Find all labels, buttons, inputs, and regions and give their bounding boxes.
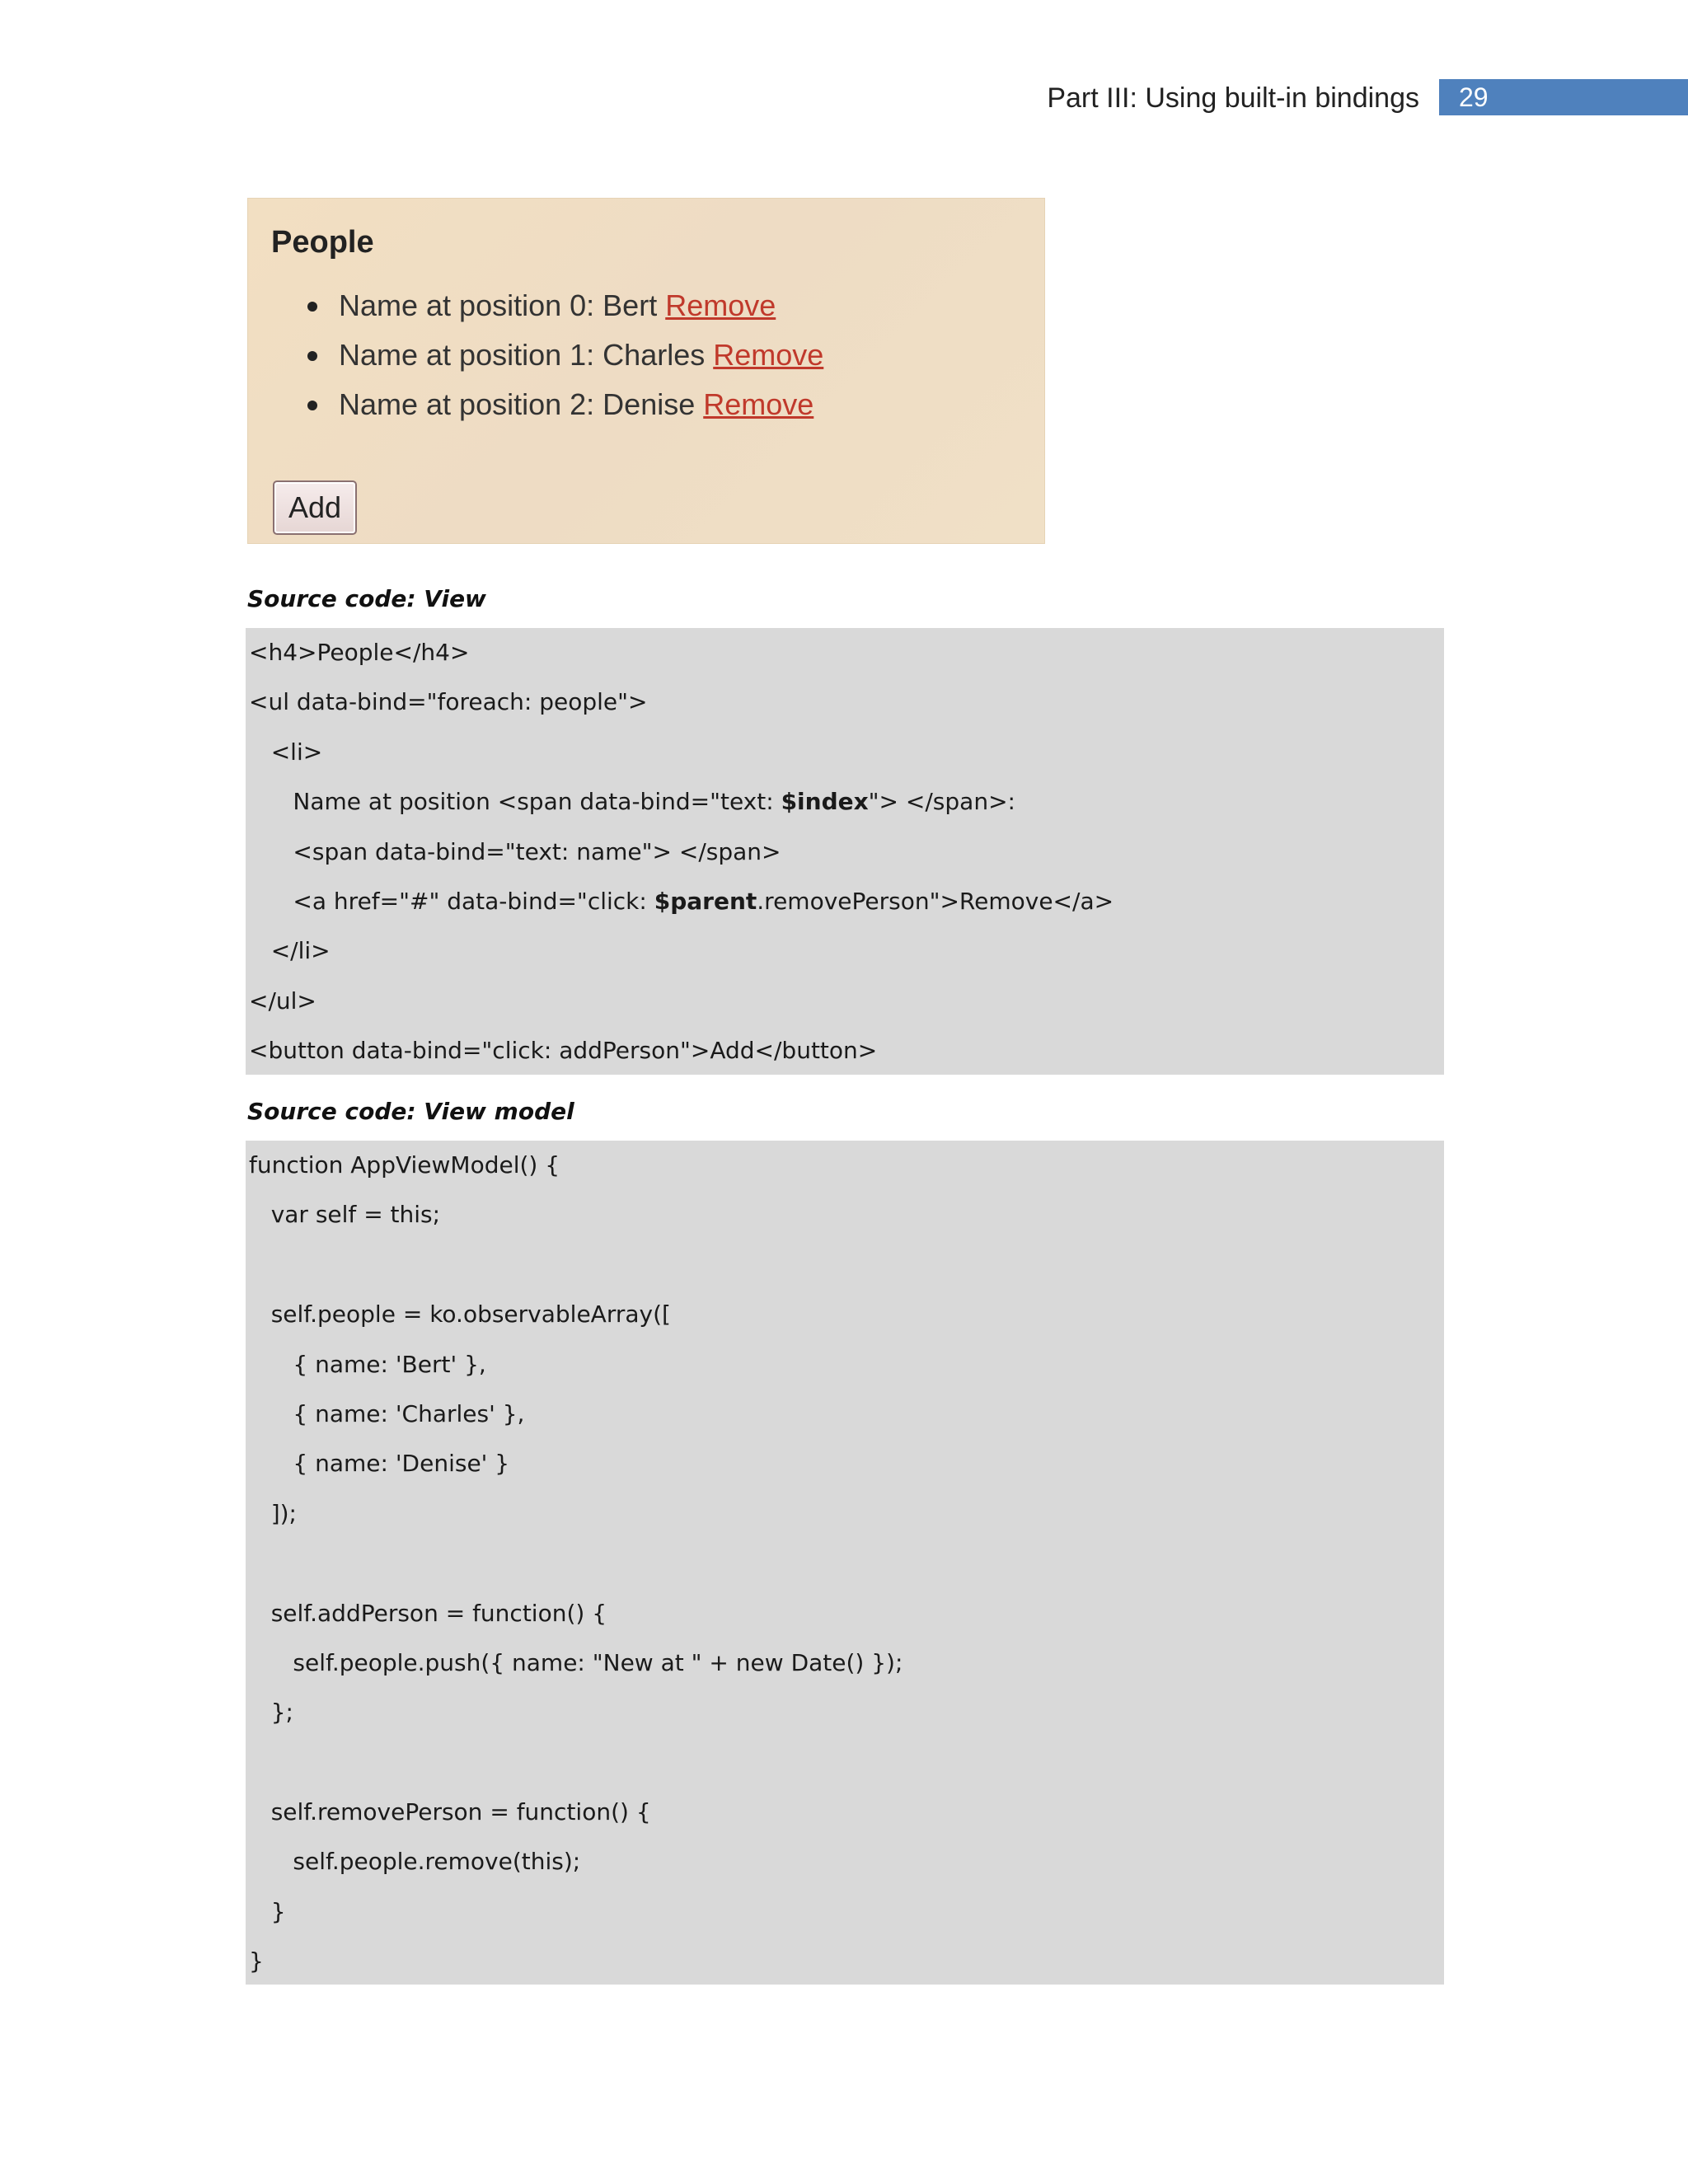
list-item [281, 380, 823, 429]
code-line: }; [249, 1699, 293, 1727]
list-item [281, 330, 823, 380]
code-line: self.people.remove(this); [249, 1848, 581, 1876]
view-code-block [246, 628, 1444, 1075]
page-number: 29 [1439, 79, 1688, 115]
code-line: } [249, 1897, 286, 1925]
add-button[interactable]: Add [273, 480, 357, 535]
code-line [246, 1539, 1444, 1588]
code-line: var self = this; [249, 1201, 441, 1229]
code-line: self.removePerson = function() { [249, 1798, 651, 1826]
list-item [281, 281, 823, 330]
code-line: function AppViewModel() { [249, 1151, 560, 1179]
view-caption: Source code: View [247, 585, 486, 612]
code-line: </li> [249, 937, 331, 965]
code-line: <ul data-bind="foreach: people"> [249, 688, 648, 716]
code-line: self.people = ko.observableArray([ [249, 1301, 671, 1329]
code-line: <h4>People</h4> [249, 639, 470, 666]
page-header [0, 76, 1688, 117]
viewmodel-code-block [246, 1141, 1444, 1985]
person-text: Name at position 1: Charles [339, 338, 714, 372]
code-line: ]); [249, 1499, 297, 1527]
people-heading: People [271, 225, 374, 260]
code-line: self.people.push({ name: "New at " + new Date() }); [249, 1648, 903, 1676]
remove-link[interactable]: Remove [703, 387, 814, 421]
code-line: { name: 'Bert' }, [249, 1350, 486, 1378]
people-list [281, 281, 823, 429]
code-line: } [249, 1947, 264, 1975]
code-line: Name at position <span data-bind="text: $index"> </span>: [249, 788, 1015, 816]
code-line [246, 1240, 1444, 1290]
code-line: </ul> [249, 987, 316, 1015]
code-line: <a href="#" data-bind="click: $parent.removePerson">Remove</a> [249, 887, 1114, 915]
bullet-icon [307, 302, 317, 312]
viewmodel-code-lines [246, 1141, 1444, 1987]
code-line [246, 1738, 1444, 1788]
person-text: Name at position 2: Denise [339, 387, 704, 421]
code-line: { name: 'Denise' } [249, 1450, 510, 1478]
remove-link[interactable]: Remove [665, 288, 776, 322]
chapter-title: Part III: Using built-in bindings [1047, 82, 1419, 114]
code-line: <button data-bind="click: addPerson">Add</button> [249, 1037, 878, 1065]
person-text: Name at position 0: Bert [339, 288, 666, 322]
code-line: { name: 'Charles' }, [249, 1399, 525, 1427]
bullet-icon [307, 401, 317, 410]
remove-link[interactable]: Remove [713, 338, 824, 372]
code-line: self.addPerson = function() { [249, 1599, 607, 1627]
code-line: <span data-bind="text: name"> </span> [249, 837, 781, 865]
view-code-lines [246, 628, 1444, 1076]
viewmodel-caption: Source code: View model [247, 1098, 574, 1125]
bullet-icon [307, 351, 317, 361]
code-line: <li> [249, 738, 323, 766]
demo-screenshot [247, 198, 1045, 544]
